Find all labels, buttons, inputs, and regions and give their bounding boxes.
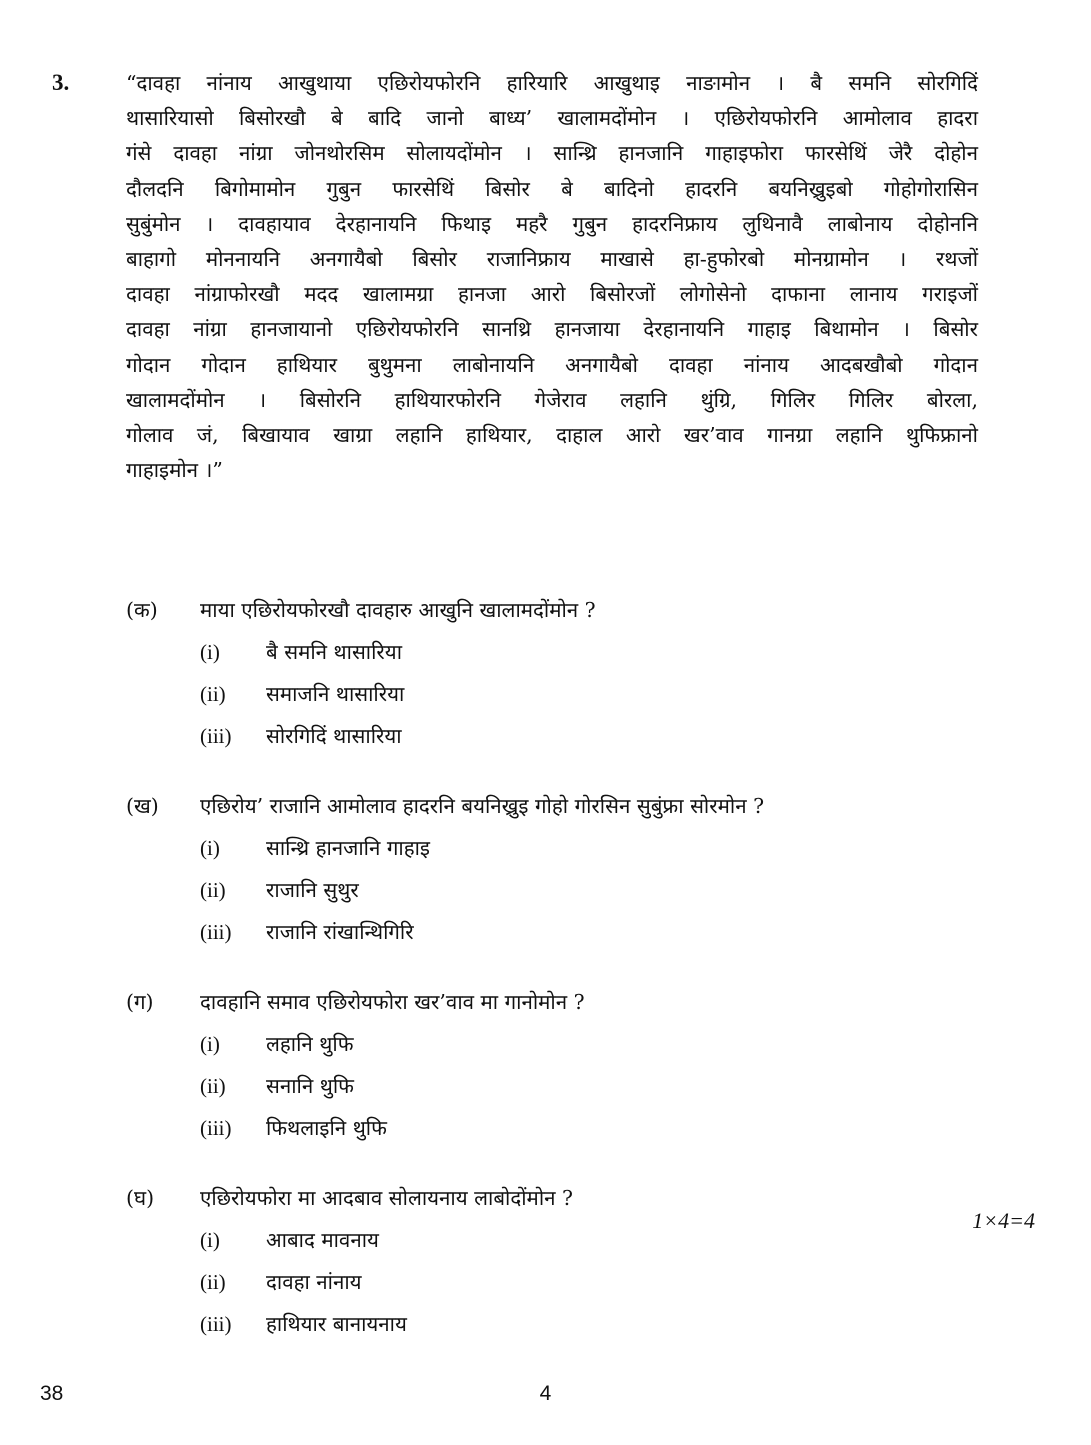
sub-question-ga [126,981,1036,1149]
passage [126,66,978,488]
question-number: 3. [52,70,70,95]
option-item [126,1261,1036,1303]
sub-question-text: एछिरोय’ राजानि आमोलाव हादरनि बयनिख्रुइ गोहो गोरसिन सुबुंफ्रा सोरमोन ? [200,794,765,818]
option-text: सोरगिदिं थासारिया [266,724,402,748]
option-text: दावहा नांनाय [266,1270,362,1294]
option-number: (iii) [200,920,232,944]
option-item [126,1219,1036,1261]
page-number: 4 [539,1382,552,1405]
passage-line: गंसे दावहा नांग्रा जोनथोरसिम सोलायदोंमोन । सान्थ्रि हानजानि गाहाइफोरा फारसेथिं जेरै दोहोन [126,141,978,166]
sub-question-kha [126,785,1036,953]
option-item [126,827,1036,869]
passage-line: दौलदनि बिगोमामोन गुबुन फारसेथिं बिसोर बे बादिनो हादरनि बयनिख्रुइबो गोहोगोरासिन [126,176,978,201]
option-number: (iii) [200,1116,232,1140]
option-number: (ii) [200,878,226,902]
sub-question-label: (ग) [126,990,154,1014]
option-number: (iii) [200,724,232,748]
sub-question-text: माया एछिरोयफोरखौ दावहारु आखुनि खालामदोंमोन ? [200,598,596,622]
option-item [126,869,1036,911]
option-number: (iii) [200,1312,232,1336]
option-text: समाजनि थासारिया [266,682,405,706]
option-item [126,1303,1036,1345]
sub-question-label: (ख) [126,794,159,818]
passage-line: बाहागो मोननायनि अनगायैबो बिसोर राजानिफ्राय माखासे हा-हुफोरबो मोनग्रामोन । रथजों [126,246,978,271]
sub-question-label: (क) [126,598,158,622]
option-number: (ii) [200,682,226,706]
option-text: फिथलाइनि थुफि [266,1116,387,1140]
passage-line: दावहा नांग्रा हानजायानो एछिरोयफोरनि सानथ्रि हानजाया देरहानायनि गाहाइ बिथामोन । बिसोर [126,317,978,342]
option-text: आबाद मावनाय [266,1228,379,1252]
option-item [126,673,1036,715]
sub-question-label: (घ) [126,1186,155,1210]
option-text: बै समनि थासारिया [266,640,403,664]
option-number: (ii) [200,1270,226,1294]
sub-question-gha [126,1177,1036,1345]
option-item [126,631,1036,673]
option-item [126,1065,1036,1107]
sub-question-ka [126,589,1036,757]
option-item [126,715,1036,757]
sub-question-text: एछिरोयफोरा मा आदबाव सोलायनाय लाबोदोंमोन ? [200,1186,574,1210]
passage-line: गाहाइमोन ।” [126,458,223,483]
option-text: हाथियार बानायनाय [266,1312,407,1336]
option-number: (i) [200,1032,220,1056]
passage-line: गोलाव जं, बिखायाव खाग्रा लहानि हाथियार, दाहाल आरो खर’वाव गानग्रा लहानि थुफिफ्रानो [126,422,978,447]
passage-line: खालामदोंमोन । बिसोरनि हाथियारफोरनि गेजेराव लहानि थुंग्रि, गिलिर गिलिर बोरला, [126,387,978,412]
option-text: सान्थ्रि हानजानि गाहाइ [266,836,430,860]
option-number: (i) [200,640,220,664]
passage-line: गोदान गोदान हाथियार बुथुमना लाबोनायनि अनगायैबो दावहा नांनाय आदबखौबो गोदान [126,352,978,377]
option-number: (i) [200,836,220,860]
option-item [126,911,1036,953]
passage-line: सुबुंमोन । दावहायाव देरहानायनि फिथाइ महरै गुबुन हादरनिफ्राय लुथिनावै लाबोनाय दोहोननि [126,211,978,236]
option-text: राजानि रांखान्थिगिरि [266,920,414,944]
option-number: (ii) [200,1074,226,1098]
option-text: राजानि सुथुर [266,878,359,902]
option-text: सनानि थुफि [266,1074,354,1098]
sub-question-text: दावहानि समाव एछिरोयफोरा खर’वाव मा गानोमोन ? [200,990,585,1014]
passage-line: थासारियासो बिसोरखौ बे बादि जानो बाध्य’ खालामदोंमोन । एछिरोयफोरनि आमोलाव हादरा [126,106,978,131]
paper-code: 38 [40,1382,64,1405]
option-item [126,1023,1036,1065]
option-text: लहानि थुफि [266,1032,354,1056]
option-number: (i) [200,1228,220,1252]
passage-line: “दावहा नांनाय आखुथाया एछिरोयफोरनि हारियारि आखुथाइ नाङामोन । बै समनि सोरगिदिं [126,71,978,95]
passage-line: दावहा नांग्राफोरखौ मदद खालामग्रा हानजा आरो बिसोरजों लोगोसेनो दाफाना लानाय गराइजों [126,282,978,307]
option-item [126,1107,1036,1149]
marks-allocation: 1×4=4 [972,1208,1035,1233]
